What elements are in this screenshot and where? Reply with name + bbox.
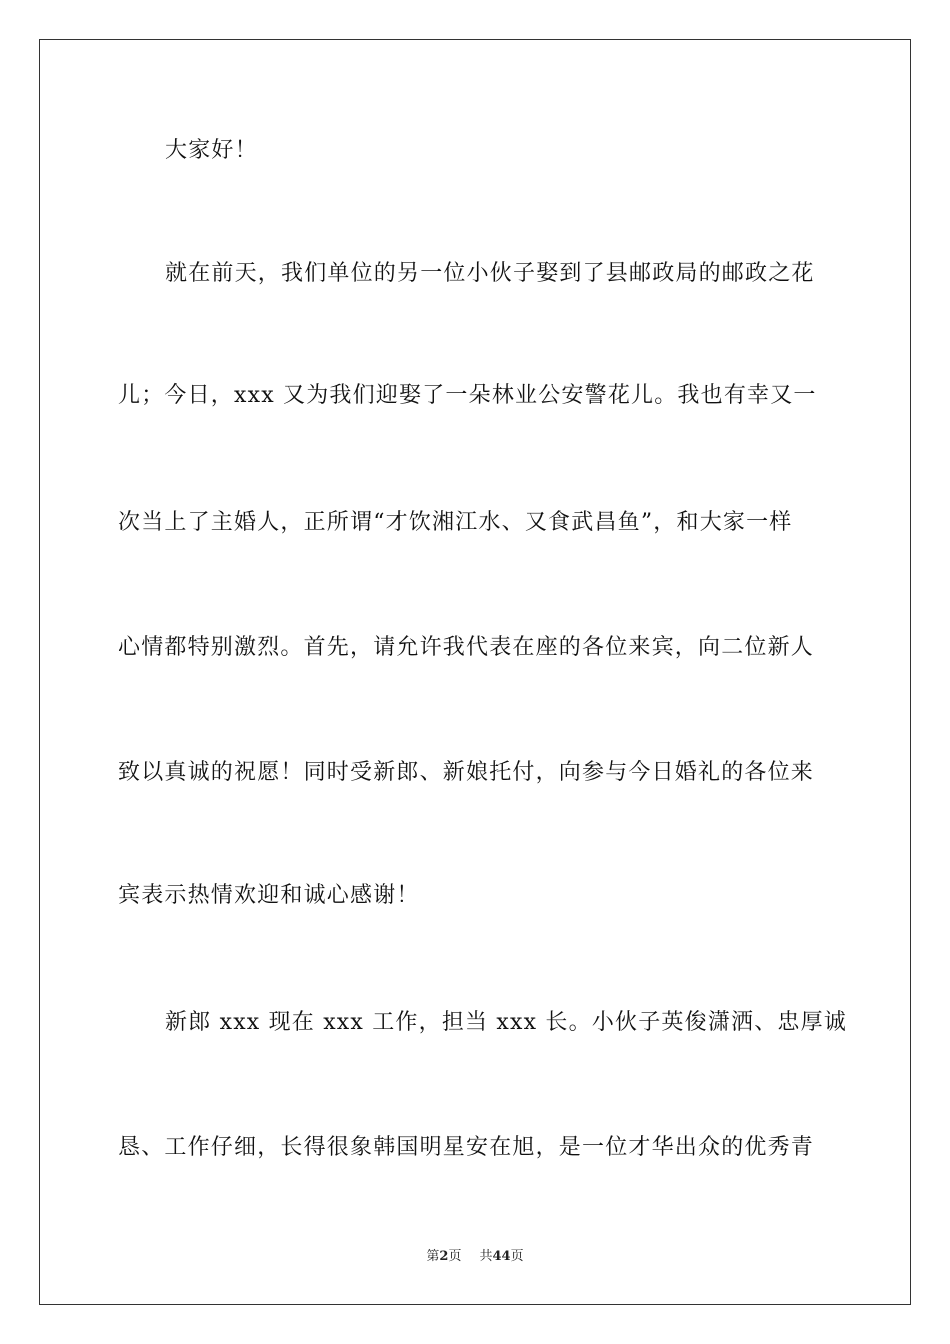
paragraph-line: 恳、工作仔细，长得很象韩国明星安在旭，是一位才华出众的优秀青 <box>118 1135 815 1160</box>
paragraph-line: 儿；今日，xxx 又为我们迎娶了一朵林业公安警花儿。我也有幸又一 <box>118 383 817 408</box>
paragraph-line: 次当上了主婚人，正所谓“才饮湘江水、又食武昌鱼”，和大家一样 <box>118 510 793 535</box>
footer-page-suffix: 页 <box>448 1249 462 1264</box>
page-footer <box>0 1248 950 1266</box>
paragraph-line: 新郎 xxx 现在 xxx 工作，担当 xxx 长。小伙子英俊潇洒、忠厚诚 <box>165 1010 848 1035</box>
footer-total-pages: 44 <box>492 1249 511 1264</box>
paragraph-line: 心情都特别激烈。首先，请允许我代表在座的各位来宾，向二位新人 <box>118 635 815 660</box>
footer-total-suffix: 页 <box>510 1249 524 1264</box>
paragraph-line: 宾表示热情欢迎和诚心感谢！ <box>118 883 420 908</box>
footer-total-prefix: 共 <box>479 1249 493 1264</box>
page-border <box>39 39 911 1305</box>
paragraph-line: 致以真诚的祝愿！同时受新郎、新娘托付，向参与今日婚礼的各位来 <box>118 760 815 785</box>
footer-page-number: 2 <box>439 1249 449 1264</box>
paragraph-line: 大家好！ <box>165 138 258 163</box>
paragraph-line: 就在前天，我们单位的另一位小伙子娶到了县邮政局的邮政之花 <box>165 261 815 286</box>
footer-page-prefix: 第 <box>426 1249 440 1264</box>
